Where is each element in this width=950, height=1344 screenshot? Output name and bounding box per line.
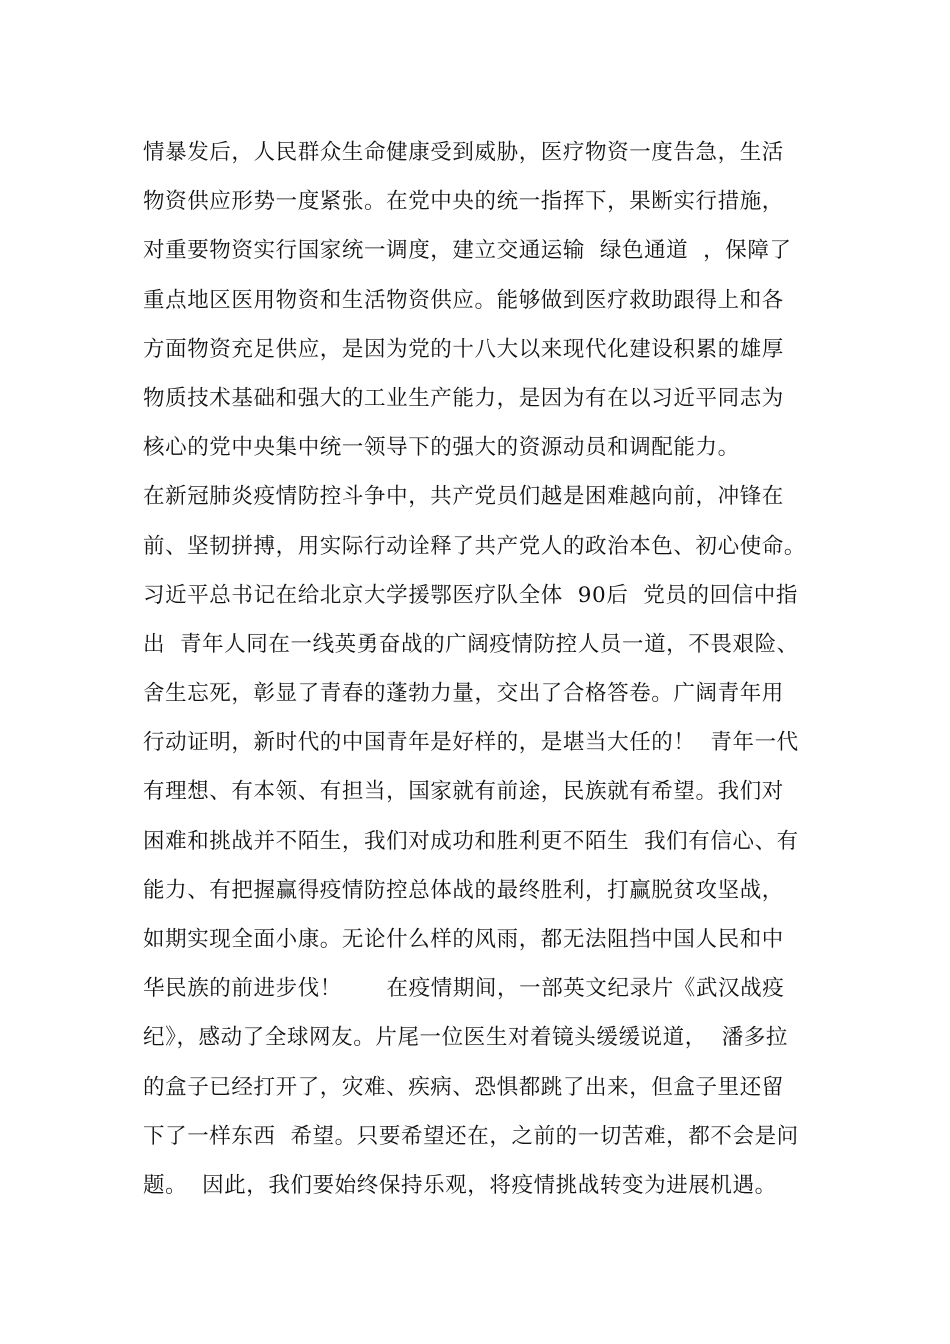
text-line: 题。 因此，我们要始终保持乐观，将疫情挑战转变为进展机遇。 bbox=[143, 1172, 777, 1198]
text-line: 重点地区医用物资和生活物资供应。能够做到医疗救助跟得上和各 bbox=[143, 287, 784, 313]
text-line: 行动证明，新时代的中国青年是好样的，是堪当大任的！ 青年一代 bbox=[143, 730, 799, 756]
text-line: 情暴发后，人民群众生命健康受到威胁，医疗物资一度告急，生活 bbox=[143, 140, 784, 165]
body-text bbox=[143, 128, 843, 1210]
text-line: 下了一样东西 希望。只要希望还在，之前的一切苦难，都不会是问 bbox=[143, 1123, 799, 1149]
text-line: 有理想、有本领、有担当，国家就有前途，民族就有希望。我们对 bbox=[143, 779, 784, 805]
text-line: 对重要物资实行国家统一调度，建立交通运输 绿色通道 ，保障了 bbox=[143, 238, 792, 264]
text-line: 方面物资充足供应，是因为党的十八大以来现代化建设积累的雄厚 bbox=[143, 336, 784, 362]
text-line: 的盒子已经打开了，灾难、疾病、恐惧都跳了出来，但盒子里还留 bbox=[143, 1074, 784, 1100]
text-line: 纪》，感动了全球网友。片尾一位医生对着镜头缓缓说道， 潘多拉 bbox=[143, 1025, 789, 1051]
text-line: 核心的党中央集中统一领导下的强大的资源动员和调配能力。 bbox=[143, 435, 740, 461]
text-line: 物质技术基础和强大的工业生产能力，是因为有在以习近平同志为 bbox=[143, 385, 784, 411]
text-line: 在新冠肺炎疫情防控斗争中，共产党员们越是困难越向前，冲锋在 bbox=[143, 484, 784, 510]
text-line: 华民族的前进步伐！ 在疫情期间，一部英文纪录片《武汉战疫 bbox=[143, 976, 785, 1002]
text-line: 习近平总书记在给北京大学援鄂医疗队全体 90后 党员的回信中指 bbox=[143, 582, 798, 608]
text-line: 如期实现全面小康。无论什么样的风雨，都无法阻挡中国人民和中 bbox=[143, 927, 784, 952]
text-line: 前、坚韧拼搏，用实际行动诠释了共产党人的政治本色、初心使命。 bbox=[143, 533, 807, 559]
text-line: 物资供应形势一度紧张。在党中央的统一指挥下，果断实行措施， bbox=[143, 189, 784, 215]
text-line: 能力、有把握赢得疫情防控总体战的最终胜利，打赢脱贫攻坚战， bbox=[143, 877, 784, 903]
text-line: 困难和挑战并不陌生，我们对成功和胜利更不陌生 我们有信心、有 bbox=[143, 828, 799, 854]
text-line: 舍生忘死，彰显了青春的蓬勃力量，交出了合格答卷。广阔青年用 bbox=[143, 681, 784, 707]
text-line: 出 青年人同在一线英勇奋战的广阔疫情防控人员一道，不畏艰险、 bbox=[143, 631, 799, 657]
